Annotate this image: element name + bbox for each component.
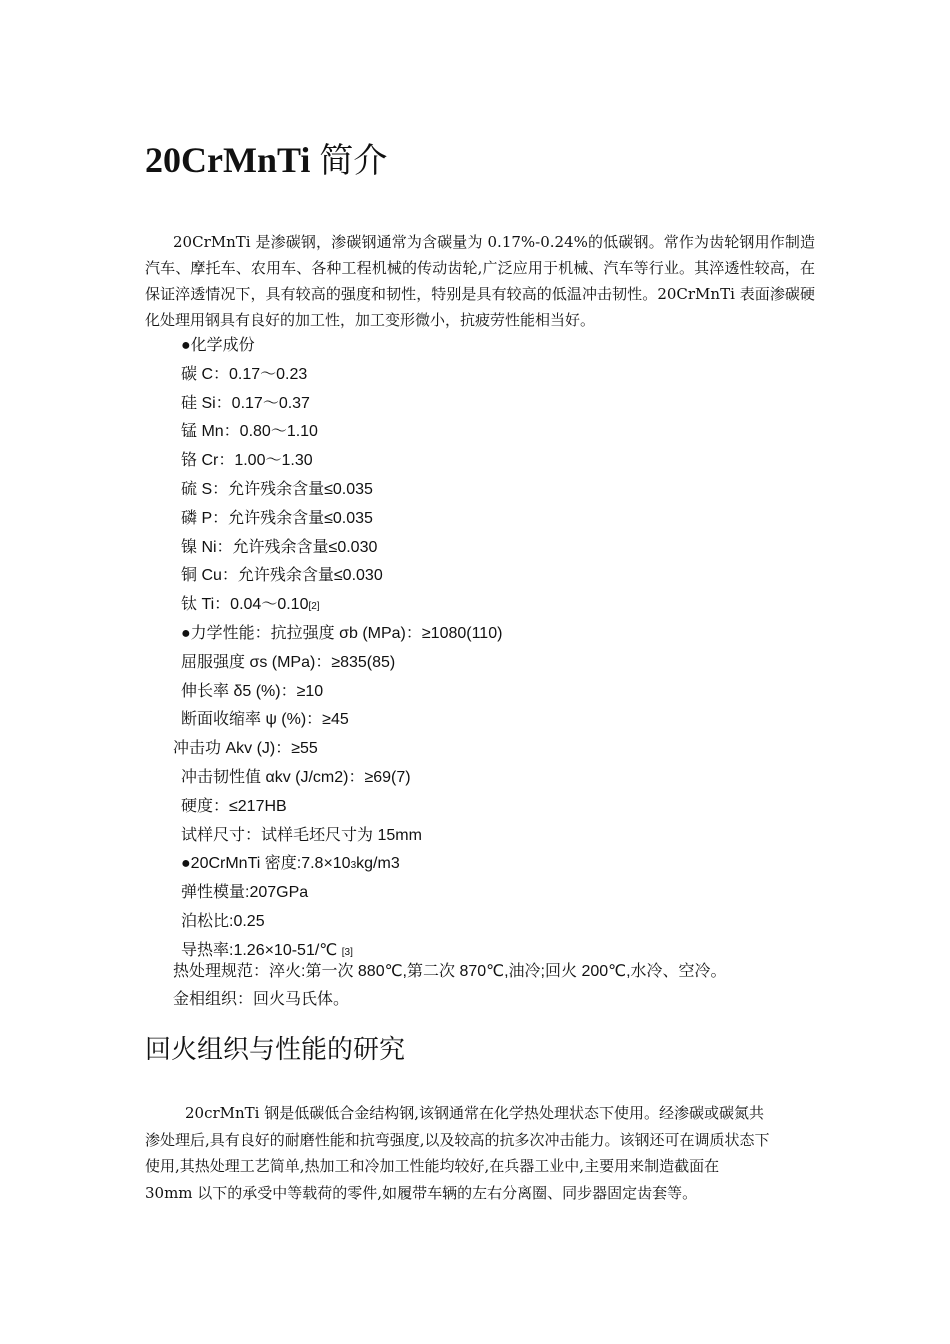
intro-section — [145, 229, 815, 333]
chromium-content: 铬 Cr：1.00～1.30 — [181, 452, 313, 470]
manganese-content: 锰 Mn：0.80～1.10 — [181, 423, 318, 441]
impact-work: 冲击功 Akv (J)：≥55 — [173, 740, 318, 758]
mechanical-heading: ●力学性能：抗拉强度 σb (MPa)：≥1080(110) — [181, 624, 503, 642]
properties-list — [0, 332, 950, 966]
metallographic-structure: 金相组织：回火马氏体。 — [173, 991, 350, 1008]
title-latin: 20CrMnTi — [145, 140, 311, 180]
sulfur-content: 硫 S：允许残余含量≤0.035 — [181, 480, 373, 498]
intro-paragraph: 20CrMnTi 是渗碳钢，渗碳钢通常为含碳量为 0.17%-0.24%的低碳钢。常作为齿轮钢用作制造汽车、摩托车、农用车、各种工程机械的传动齿轮,广泛应用于机械、汽车等行业。其淬透性较高，在保证淬透情况下，具有较高的强度和韧性，特别是具有较高的低温冲击韧性。20CrMnTi 表面渗碳硬化处理用钢具有良好的加工性，加工变形微小，抗疲劳性能相当好。 — [145, 233, 815, 329]
elongation: 伸长率 δ5 (%)：≥10 — [181, 682, 324, 700]
reference-3: [3] — [341, 946, 353, 958]
reduction-of-area: 断面收缩率 ψ (%)：≥45 — [181, 711, 349, 729]
density-exponent: 3 — [350, 860, 357, 872]
copper-content: 铜 Cu：允许残余含量≤0.030 — [181, 567, 383, 585]
silicon-content: 硅 Si：0.17～0.37 — [181, 394, 310, 412]
phosphorus-content: 磷 P：允许残余含量≤0.035 — [181, 509, 373, 527]
sample-size: 试样尺寸：试样毛坯尺寸为 15mm — [181, 826, 422, 844]
reference-2: [2] — [308, 601, 320, 613]
heat-treatment-section — [173, 958, 727, 1014]
yield-strength: 屈服强度 σs (MPa)：≥835(85) — [181, 653, 396, 671]
section-paragraph: 20crMnTi 钢是低碳低合金结构钢,该钢通常在化学热处理状态下使用。经渗碳或碳氮共渗处理后,具有良好的耐磨性能和抗弯强度,以及较高的抗多次冲击能力。该钢还可在调质状态下使用,其热处理工艺简单,热加工和冷加工性能均较好,在兵器工业中,主要用来制造截面在 30mm 以下的承受中等载荷的零件,如履带车辆的左右分离圈、同步器固定齿套等。 — [145, 1104, 770, 1202]
nickel-content: 镍 Ni：允许残余含量≤0.030 — [181, 538, 378, 556]
heat-treatment-spec: 热处理规范：淬火:第一次 880℃,第二次 870℃,油冷;回火 200℃,水冷、空冷。 — [173, 963, 727, 980]
density-value: ●20CrMnTi 密度:7.8×10 — [181, 855, 351, 873]
poisson-ratio: 泊松比:0.25 — [181, 912, 265, 930]
title-cn: 简介 — [319, 141, 388, 181]
section-body — [145, 1100, 770, 1206]
titanium-row — [0, 591, 950, 620]
density-unit: kg/m3 — [356, 855, 400, 873]
titanium-content: 钛 Ti：0.04～0.10 — [181, 596, 309, 614]
carbon-content: 碳 C：0.17～0.23 — [181, 365, 308, 383]
density-row — [0, 850, 950, 879]
section-heading: 回火组织与性能的研究 — [145, 1035, 406, 1065]
chemical-heading: ●化学成份 — [181, 337, 255, 354]
thermal-conductivity: 导热率:1.26×10-51/℃ — [181, 941, 338, 959]
impact-toughness: 冲击韧性值 αkv (J/cm2)：≥69(7) — [181, 768, 411, 786]
hardness: 硬度：≤217HB — [181, 797, 287, 815]
page-title — [145, 132, 387, 189]
elastic-modulus: 弹性模量:207GPa — [181, 884, 309, 902]
